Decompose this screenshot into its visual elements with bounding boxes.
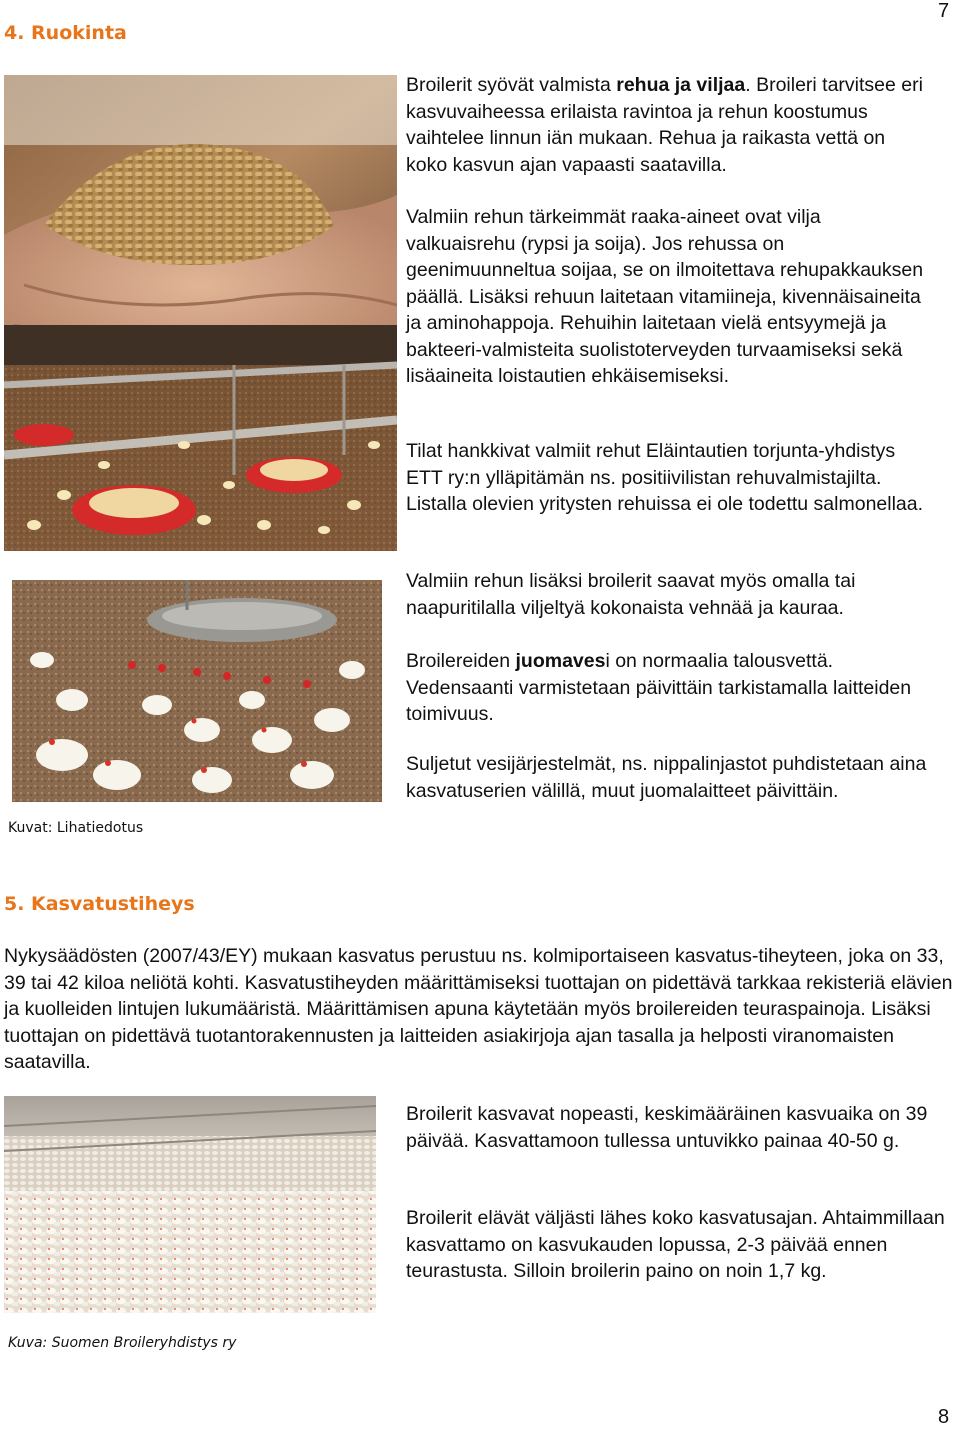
page-number-top: 7 xyxy=(938,0,950,22)
section-heading-ruokinta: 4. Ruokinta xyxy=(4,22,127,44)
photo-credit-lihatiedotus: Kuvat: Lihatiedotus xyxy=(8,820,144,836)
paragraph-growth-period: Broilerit kasvavat nopeasti, keskimääräinen kasvuaika on 39 päivää. Kasvattamoon tullessa untuvikko painaa 40-50 g. xyxy=(406,1103,928,1152)
paragraph-feed-ingredients: Valmiin rehun tärkeimmät raaka-aineet ovat vilja valkuaisrehu (rypsi ja soija). Jos rehussa on geenimuunneltua soijaa, se on ilmoitettava rehupakkauksen päällä. Lisäksi rehuun laitetaan vitamiineja, kivennäisaineita ja aminohappoja. Rehuihin laitetaan vielä entsyymejä ja bakteeri-valmisteita suolistoterveyden turvaamiseksi sekä lisäaineita loistautien ehkäisemiseksi. xyxy=(406,206,924,387)
paragraph-grain-supplement: Valmiin rehun lisäksi broilerit saavat myös omalla tai naapuritilalla viljeltyä kokonaista vehnää ja kauraa. xyxy=(406,570,856,619)
paragraph-drinking-water: Broilereiden juomavesi on normaalia talousvettä. Vedensaanti varmistetaan päivittäin tarkistamalla laitteiden toimivuus. xyxy=(406,650,912,725)
section-heading-kasvatustiheys: 5. Kasvatustiheys xyxy=(4,893,195,915)
paragraph-space-per-bird: Broilerit elävät väljästi lähes koko kasvatusajan. Ahtaimmillaan kasvattamo on kasvukauden lopussa, 2-3 päivää ennen teurastusta. Silloin broilerin paino on noin 1,7 kg. xyxy=(406,1207,945,1282)
photo-broiler-flock xyxy=(4,1096,376,1313)
paragraph-feed-suppliers: Tilat hankkivat valmiit rehut Eläintautien torjunta-yhdistys ETT ry:n ylläpitämän ns. positiivilistan rehuvalmistajilta. Listalla olevien yritysten rehuissa ei ole todettu salmonellaa. xyxy=(406,440,924,515)
photo-credit-broileryhdistys: Kuva: Suomen Broileryhdistys ry xyxy=(8,1335,237,1351)
page-number-bottom: 8 xyxy=(938,1406,950,1428)
photo-feed-pellets-in-hands xyxy=(4,75,397,360)
photo-chicks-at-feeders xyxy=(4,325,397,551)
paragraph-stocking-density: Nykysäädösten (2007/43/EY) mukaan kasvatus perustuu ns. kolmiportaiseen kasvatus-tiheyteen, joka on 33, 39 tai 42 kiloa neliötä kohti. Kasvatustiheyden määrittämiseksi tuottajan on pidettävä tarkkaa rekisteriä elävien ja kuolleiden lintujen lukumääristä. Määrittämisen apuna käytetään myös broilereiden teuraspainoja. Lisäksi tuottajan on pidettävä tuotantorakennusten ja laitteiden asiakirjoja ajan tasalla ja helposti viranomaisten saatavilla. xyxy=(4,945,953,1073)
paragraph-feed-intro: Broilerit syövät valmista rehua ja viljaa. Broileri tarvitsee eri kasvuvaiheessa erilaista ravintoa ja rehun koostumus vaihtelee linnun iän mukaan. Rehua ja raikasta vettä on koko kasvun ajan vapaasti saatavilla. xyxy=(406,74,923,176)
paragraph-water-systems: Suljetut vesijärjestelmät, ns. nippalinjastot puhdistetaan aina kasvatuserien välillä, muut juomalaitteet päivittäin. xyxy=(406,753,927,802)
photo-broilers-on-floor xyxy=(12,580,382,802)
